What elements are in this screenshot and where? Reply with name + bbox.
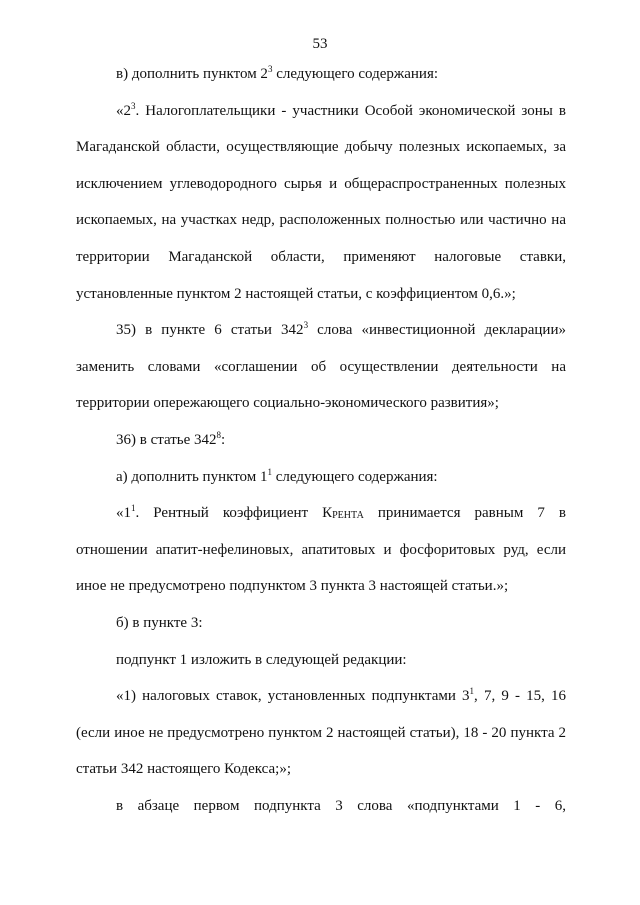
paragraph-text: «1 [116,505,131,522]
superscript: 1 [267,466,273,477]
paragraph-text: 36) в статье 342 [116,431,217,448]
paragraph-item-36 [76,422,566,459]
paragraph-add-point-2-3 [76,56,566,93]
paragraph-text: . Рентный коэффициент К [135,505,333,522]
paragraph-text: в абзаце первом подпункта 3 слова «подпунктами 1 - 6, [116,797,566,814]
superscript: 1 [469,686,475,697]
superscript: 3 [131,100,136,111]
paragraph-text: б) в пункте 3: [116,614,203,631]
paragraph-text: а) дополнить пунктом 1 [116,468,268,485]
paragraph-text: , 7, 9 - 15, 16 (если иное не предусмотрено пунктом 2 настоящей статьи), 18 - 20 пункта 2 статьи 342 настоящего Кодекса;»; [76,688,566,778]
paragraph-text: в) дополнить пунктом 2 [116,66,268,82]
paragraph-text: . Налогоплательщики - участники Особой экономической зоны в Магаданской области, осуществляющие добычу полезных ископаемых, за исключением углеводородного сырья и общераспространенных полезных ископаемых, на участках недр, расположенных полностью или частично на территории Магаданской области, применяют налоговые ставки, установленные пунктом 2 настоящей статьи, с коэффициентом 0,6.»; [76,102,566,302]
superscript: 3 [303,320,309,331]
paragraph-subpoint-3-first-abzats [76,788,566,825]
paragraph-text: «2 [116,102,131,119]
paragraph-text: «1) налоговых ставок, установленных подпунктами 3 [116,688,470,705]
subscript: РЕНТА [332,510,364,522]
paragraph-add-point-1-1 [76,459,566,496]
paragraph-text: подпункт 1 изложить в следующей редакции: [116,651,407,668]
document-body [76,56,566,824]
paragraph-text: 35) в пункте 6 статьи 342 [116,322,304,339]
paragraph-subpoint-1-content [76,678,566,788]
paragraph-text: : [221,431,226,448]
paragraph-item-35 [76,312,566,422]
paragraph-text: следующего содержания: [272,468,438,485]
paragraph-point-2-3-content [76,93,566,313]
paragraph-in-point-3 [76,605,566,642]
paragraph-text: слова «инвестиционной декларации» заменить словами «соглашении об осуществлении деятельности на территории опережающего социально-экономического развития»; [76,322,566,412]
paragraph-text: следующего содержания: [272,66,439,82]
superscript: 8 [216,429,222,440]
superscript: 1 [131,503,136,514]
paragraph-subpoint-1-edit [76,642,566,679]
page-number: 53 [312,36,328,52]
paragraph-point-1-1-content [76,495,566,605]
superscript: 3 [267,64,273,74]
paragraph-text: принимается равным 7 в отношении апатит-нефелиновых, апатитовых и фосфоритовых руд, если иное не предусмотрено подпунктом 3 пункта 3 настоящей статьи.»; [76,505,566,595]
